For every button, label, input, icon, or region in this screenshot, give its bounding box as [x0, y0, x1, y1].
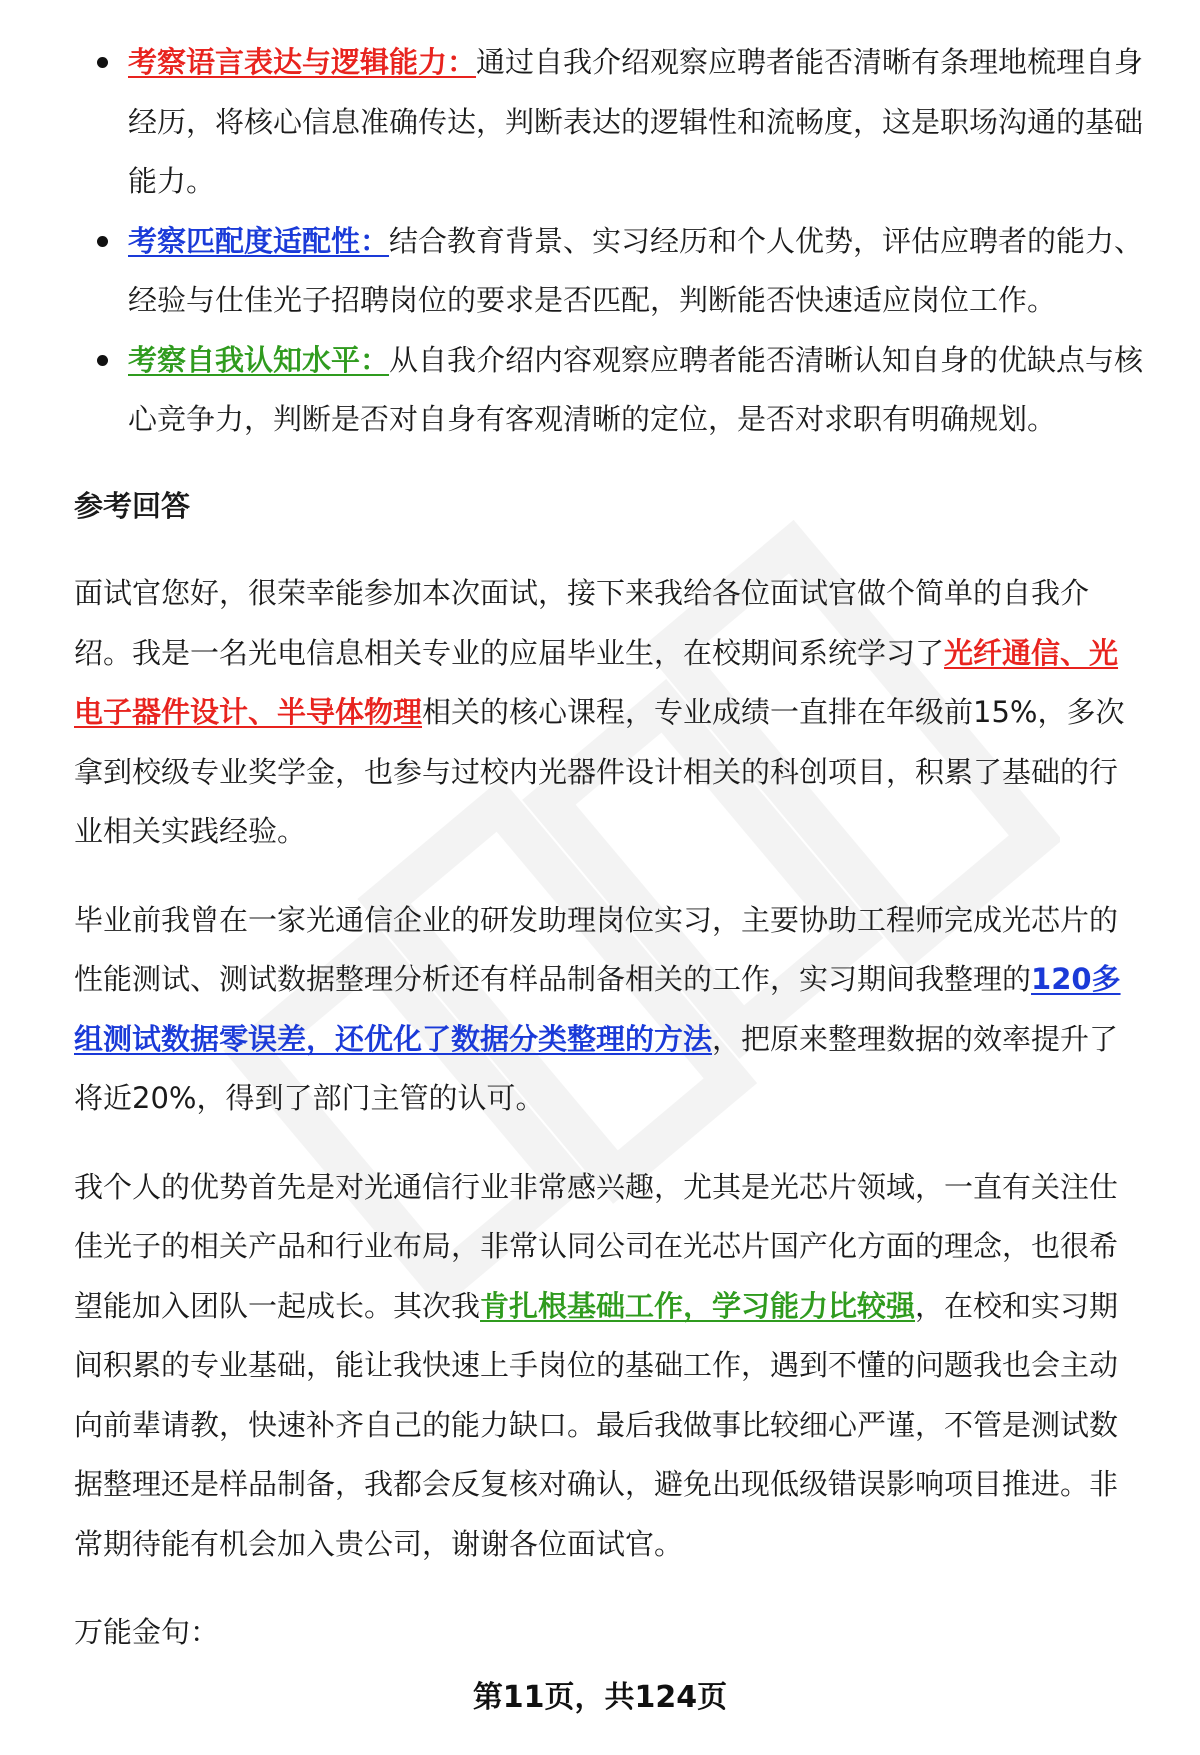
- criteria-item-self-awareness: [74, 331, 1146, 450]
- paragraph-text: ，把原来整理数据的效率提升了将近20%，得到了部门主管的认可。: [74, 1021, 1119, 1115]
- criteria-label: 考察自我认知水平：: [128, 342, 390, 377]
- answer-paragraph-internship: [74, 891, 1146, 1129]
- answer-paragraph-strengths: [74, 1158, 1146, 1575]
- paragraph-text: ，在校和实习期间积累的专业基础，能让我快速上手岗位的基础工作，遇到不懂的问题我也会主动向前辈请教，快速补齐自己的能力缺口。最后我做事比较细心严谨，不管是测试数据整理还是样品制备，我都会反复核对确认，避免出现低级错误影响项目推进。非常期待能有机会加入贵公司，谢谢各位面试官。: [74, 1288, 1119, 1561]
- bullet-icon: [97, 236, 108, 247]
- paragraph-text: 面试官您好，很荣幸能参加本次面试，接下来我给各位面试官做个简单的自我介绍。我是一名光电信息相关专业的应届毕业生，在校期间系统学习了: [74, 576, 1090, 670]
- document-body: [74, 34, 1146, 1692]
- criteria-item-fit: [74, 212, 1146, 331]
- highlight-courses: 光纤通信、光电子器件设计、半导体物理: [74, 635, 1119, 729]
- criteria-item-language: [74, 33, 1146, 212]
- paragraph-text: 我个人的优势首先是对光通信行业非常感兴趣，尤其是光芯片领域，一直有关注仕佳光子的相关产品和行业布局，非常认同公司在光芯片国产化方面的理念，也很希望能加入团队一起成长。其次我: [74, 1169, 1119, 1323]
- bullet-icon: [97, 57, 108, 68]
- criteria-list: [74, 33, 1146, 450]
- golden-sentence-label: 万能金句：: [74, 1615, 220, 1649]
- paragraph-text: 毕业前我曾在一家光通信企业的研发助理岗位实习，主要协助工程师完成光芯片的性能测试、测试数据整理分析还有样品制备相关的工作，实习期间我整理的: [74, 902, 1119, 996]
- criteria-label: 考察匹配度适配性：: [128, 223, 390, 258]
- paragraph-text: 相关的核心课程，专业成绩一直排在年级前15%，多次拿到校级专业奖学金，也参与过校内光器件设计相关的科创项目，积累了基础的行业相关实践经验。: [74, 695, 1125, 848]
- section-heading: 参考回答: [74, 488, 191, 523]
- bullet-icon: [97, 355, 108, 366]
- highlight-strength: 肯扎根基础工作，学习能力比较强: [480, 1288, 916, 1323]
- highlight-achievement: 120多组测试数据零误差，还优化了数据分类整理的方法: [74, 962, 1121, 1056]
- criteria-label: 考察语言表达与逻辑能力：: [128, 45, 477, 79]
- criteria-text: 通过自我介绍观察应聘者能否清晰有条理地梳理自身经历，将核心信息准确传达，判断表达的逻辑性和流畅度，这是职场沟通的基础能力。: [128, 45, 1144, 198]
- criteria-text: 从自我介绍内容观察应聘者能否清晰认知自身的优缺点与核心竞争力，判断是否对自身有客观清晰的定位，是否对求职有明确规划。: [128, 342, 1144, 436]
- answer-paragraph-education: [74, 564, 1146, 862]
- criteria-text: 结合教育背景、实习经历和个人优势，评估应聘者的能力、经验与仕佳光子招聘岗位的要求是否匹配，判断能否快速适应岗位工作。: [128, 223, 1144, 317]
- page-number: 第11页，共124页: [472, 1680, 728, 1715]
